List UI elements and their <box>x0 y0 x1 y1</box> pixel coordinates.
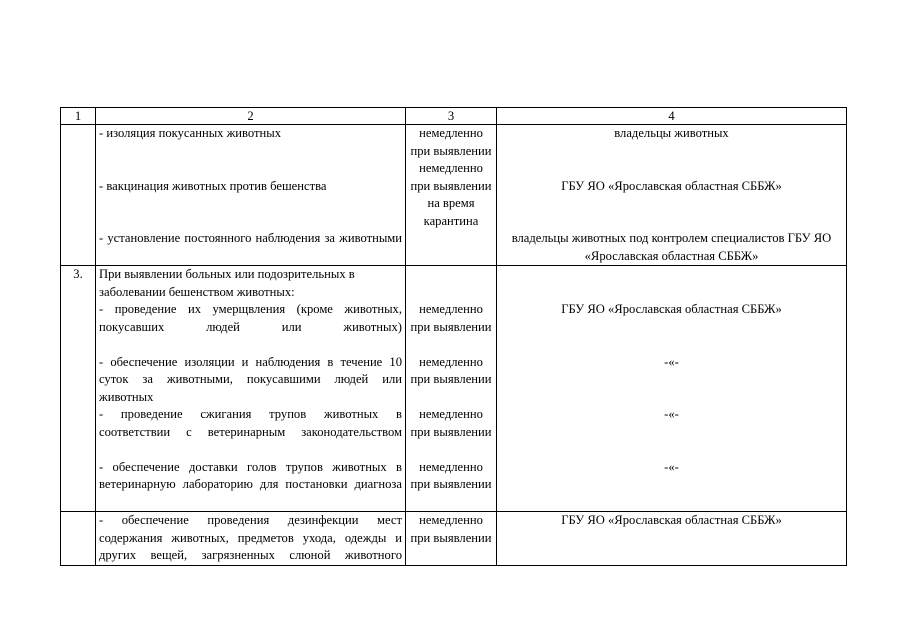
row-number-cell <box>61 512 96 566</box>
responsible-item: -«- <box>664 354 679 369</box>
action-vaccination: - вакцинация животных против бешенства <box>99 178 327 193</box>
term-item: немедленно при выявлении <box>410 407 492 439</box>
responsible-item: ГБУ ЯО «Ярославская областная СББЖ» <box>561 513 782 527</box>
responsible-item: владельцы животных под контролем специалистов ГБУ ЯО «Ярославская областная СББЖ» <box>511 231 832 263</box>
table-row <box>61 125 847 266</box>
action-disinfection: - обеспечение проведения дезинфекции мест содержания животных, предметов ухода, одежды и других вещей, загрязненных слюной животного <box>99 513 402 562</box>
row-number-cell <box>61 125 96 266</box>
header-cell-1: 1 <box>61 108 96 125</box>
action-isolation-observation: - обеспечение изоляции и наблюдения в течение 10 суток за животными, покусавшими людей или животных <box>99 354 402 404</box>
table-row <box>61 266 847 512</box>
row-number-cell: 3. <box>61 266 96 512</box>
table-row <box>61 512 847 566</box>
term-item: немедленно при выявлении <box>410 459 492 491</box>
action-euthanasia: - проведение их умерщвления (кроме животных, покусавших людей или животных) <box>99 302 402 334</box>
responsible-item: -«- <box>664 459 679 474</box>
responsible-item: владельцы животных <box>614 126 729 140</box>
term-cell <box>406 512 497 566</box>
responsible-item: ГБУ ЯО «Ярославская областная СББЖ» <box>561 178 782 193</box>
action-cell <box>96 266 406 512</box>
action-observation: - установление постоянного наблюдения за животными <box>99 231 402 245</box>
responsible-cell <box>497 266 847 512</box>
header-cell-4: 4 <box>497 108 847 125</box>
term-cell <box>406 266 497 512</box>
term-item: на время карантина <box>423 196 479 228</box>
header-row <box>61 108 847 125</box>
action-isolation: - изоляция покусанных животных <box>99 126 282 140</box>
term-item: немедленно при выявлении <box>410 302 492 334</box>
responsible-item: -«- <box>664 407 679 421</box>
responsible-cell <box>497 512 847 566</box>
term-item: немедленно при выявлении <box>410 161 492 193</box>
measures-table <box>60 107 847 566</box>
action-cell <box>96 125 406 266</box>
section-intro: При выявлении больных или подозрительных в заболевании бешенством животных: <box>99 267 355 299</box>
responsible-cell <box>497 125 847 266</box>
term-item: немедленно при выявлении <box>410 513 492 545</box>
action-cell <box>96 512 406 566</box>
action-delivery-to-lab: - обеспечение доставки голов трупов животных в ветеринарную лабораторию для постановки диагноза <box>99 459 402 491</box>
term-cell <box>406 125 497 266</box>
action-incineration: - проведение сжигания трупов животных в соответствии с ветеринарным законодательством <box>99 407 402 439</box>
responsible-item: ГБУ ЯО «Ярославская областная СББЖ» <box>561 302 782 316</box>
term-item: немедленно при выявлении <box>410 354 492 386</box>
term-item: немедленно при выявлении <box>410 126 492 158</box>
header-cell-3: 3 <box>406 108 497 125</box>
header-cell-2: 2 <box>96 108 406 125</box>
